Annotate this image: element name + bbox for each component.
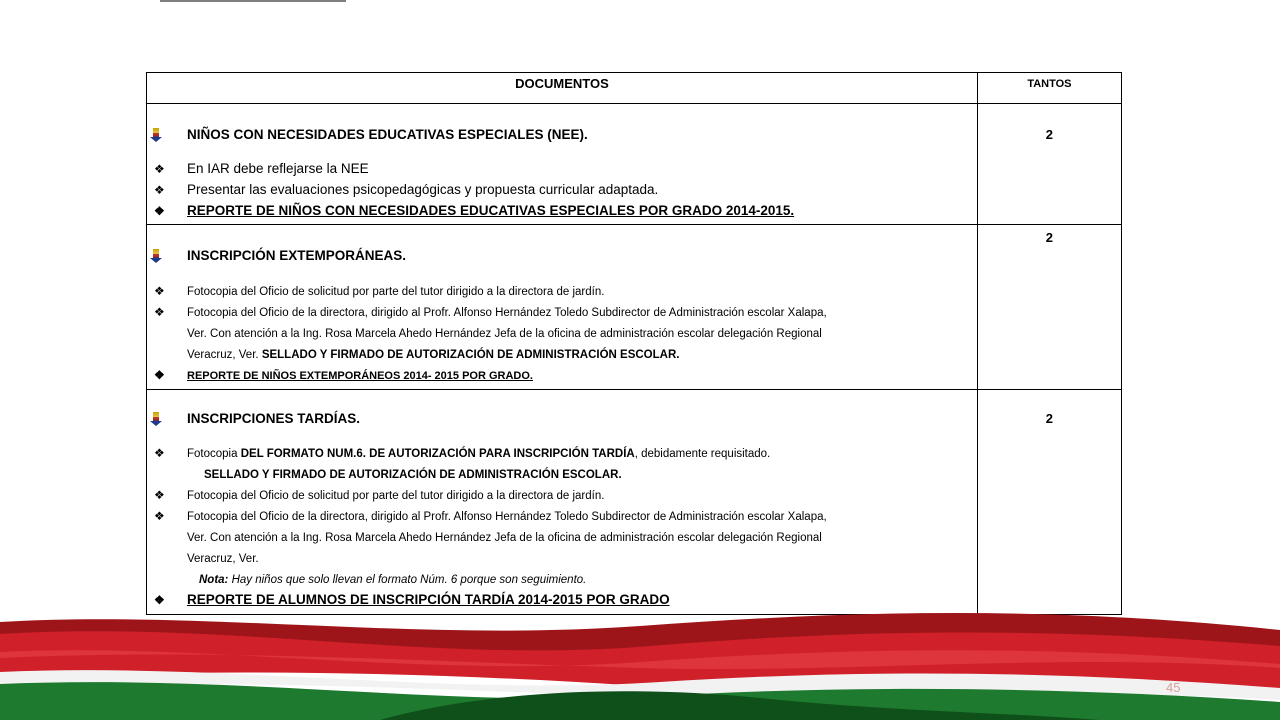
list-item-continuation: Veracruz, Ver. SELLADO Y FIRMADO DE AUTORIZACIÓN DE ADMINISTRACIÓN ESCOLAR. [187,349,680,361]
page-number: 45 [1166,680,1181,695]
documents-table [146,72,1122,615]
list-item-continuation: Ver. Con atención a la Ing. Rosa Marcela Ahedo Hernández Jefa de la oficina de administración escolar delegación Regional [187,532,822,544]
list-item: ❖ Presentar las evaluaciones psicopedagógicas y propuesta curricular adaptada. [154,182,659,197]
item-list [154,282,977,387]
list-item: ❖ En IAR debe reflejarse la NEE [154,161,369,176]
list-item: ❖ REPORTE DE ALUMNOS DE INSCRIPCIÓN TARDÍA 2014-2015 POR GRADO [154,592,670,607]
list-item: ❖ Fotocopia del Oficio de la directora, dirigido al Profr. Alfonso Hernández Toledo Subdirector de Administración escolar Xalapa, [154,305,827,319]
table-row [147,104,1122,225]
table-row [147,390,1122,615]
header-tantos: TANTOS [977,73,1121,104]
list-item: ❖ Fotocopia del Oficio de la directora, dirigido al Profr. Alfonso Hernández Toledo Subdirector de Administración escolar Xalapa, [154,509,827,523]
list-item: ❖ Fotocopia DEL FORMATO NUM.6. DE AUTORIZACIÓN PARA INSCRIPCIÓN TARDÍA, debidamente requisitado. [154,446,771,460]
diamond-bullet-icon: ❖ [154,446,165,460]
tantos-value: 2 [977,225,1121,390]
list-item: ❖ Fotocopia del Oficio de solicitud por parte del tutor dirigido a la directora de jardín. [154,488,605,502]
diamond-bullet-icon: ❖ [154,368,165,382]
diamond-bullet-icon: ❖ [154,183,165,197]
section-extemporaneas [147,225,978,390]
flag-arrow-icon [153,249,159,260]
list-item-continuation: Veracruz, Ver. [187,553,259,565]
diamond-bullet-icon: ❖ [154,284,165,298]
diamond-bullet-icon: ❖ [154,305,165,319]
tantos-value: 2 [977,390,1121,615]
list-item-continuation: SELLADO Y FIRMADO DE AUTORIZACIÓN DE ADMINISTRACIÓN ESCOLAR. [204,469,622,481]
list-item: ❖ REPORTE DE NIÑOS EXTEMPORÁNEOS 2014- 2015 POR GRADO. [154,368,533,382]
flag-arrow-icon [153,128,159,139]
list-item-continuation: Ver. Con atención a la Ing. Rosa Marcela Ahedo Hernández Jefa de la oficina de administración escolar delegación Regional [187,328,822,340]
diamond-bullet-icon: ❖ [154,162,165,176]
item-list [154,444,977,609]
flag-arrow-icon [153,412,159,423]
section-title: NIÑOS CON NECESIDADES EDUCATIVAS ESPECIALES (NEE). [187,126,977,144]
header-documentos: DOCUMENTOS [147,73,978,104]
decorative-ribbon [0,612,1280,720]
tantos-value: 2 [977,104,1121,225]
table-row [147,225,1122,390]
top-decorative-line [160,0,346,2]
note-line: Nota: Hay niños que solo llevan el formato Núm. 6 porque son seguimiento. [199,574,587,586]
diamond-bullet-icon: ❖ [154,488,165,502]
diamond-bullet-icon: ❖ [154,593,165,607]
section-tardias [147,390,978,615]
item-list [154,160,977,220]
section-nee [147,104,978,225]
section-title: INSCRIPCIÓN EXTEMPORÁNEAS. [187,247,977,265]
list-item: ❖ Fotocopia del Oficio de solicitud por parte del tutor dirigido a la directora de jardín. [154,284,605,298]
table-header-row [147,73,1122,104]
list-item: ❖ REPORTE DE NIÑOS CON NECESIDADES EDUCATIVAS ESPECIALES POR GRADO 2014-2015. [154,203,795,218]
section-title: INSCRIPCIONES TARDÍAS. [187,410,977,428]
diamond-bullet-icon: ❖ [154,204,165,218]
diamond-bullet-icon: ❖ [154,509,165,523]
